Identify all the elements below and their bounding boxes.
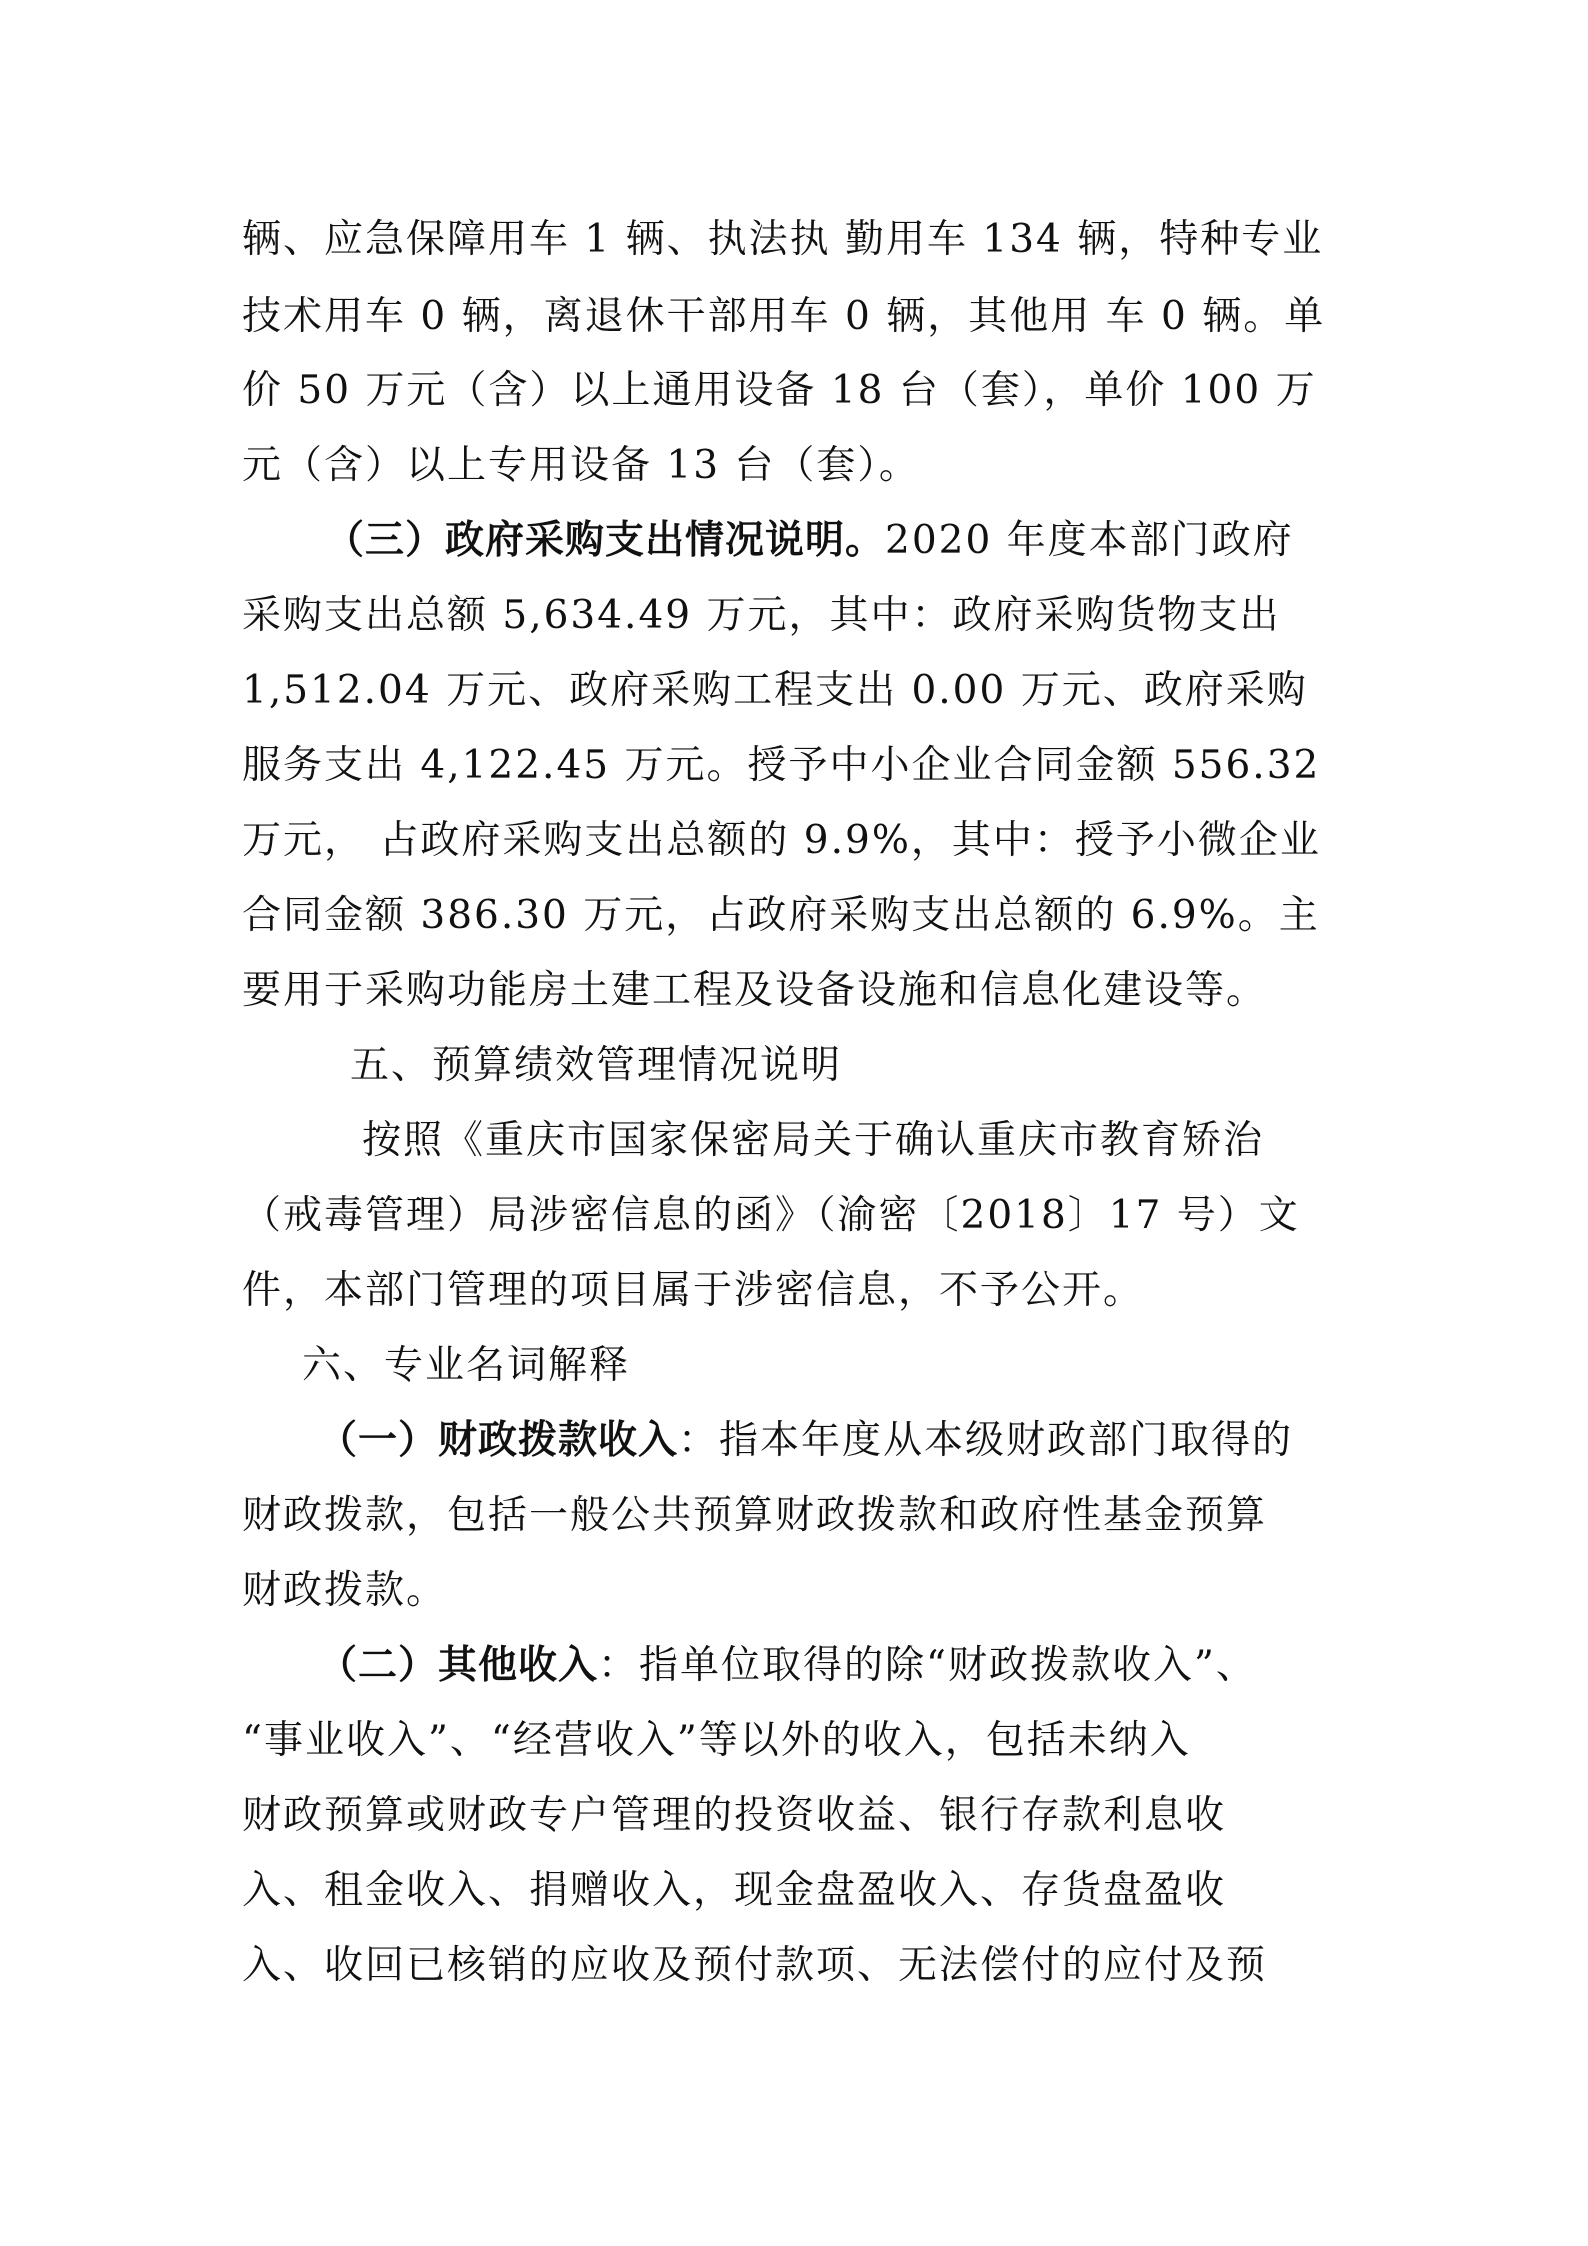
body-line: 辆、应急保障用车 1 辆、执法执 勤用车 134 辆，特种专业 bbox=[242, 217, 1324, 262]
section-heading: 五、预算绩效管理情况说明 bbox=[350, 1043, 843, 1088]
body-line: 入、收回已核销的应收及预付款项、无法偿付的应付及预 bbox=[242, 1943, 1268, 1988]
subsection-title: （三）政府采购支出情况说明。 bbox=[325, 518, 886, 563]
term-paragraph-start: （一）财政拨款收入：指本年度从本级财政部门取得的 bbox=[318, 1418, 1294, 1463]
term-title: （一）财政拨款收入 bbox=[318, 1418, 679, 1463]
body-line: 服务支出 4,122.45 万元。授予中小企业合同金额 556.32 bbox=[242, 743, 1321, 788]
body-line: （戒毒管理）局涉密信息的函》（渝密〔2018〕17 号）文 bbox=[242, 1193, 1300, 1238]
term-paragraph-start: （二）其他收入：指单位取得的除“财政拨款收入”、 bbox=[318, 1643, 1257, 1688]
body-line: 入、租金收入、捐赠收入，现金盘盈收入、存货盘盈收 bbox=[242, 1868, 1227, 1913]
body-line: 财政拨款。 bbox=[242, 1568, 448, 1613]
body-line: 财政预算或财政专户管理的投资收益、银行存款利息收 bbox=[242, 1793, 1227, 1838]
body-line: 元（含）以上专用设备 13 台（套）。 bbox=[242, 443, 920, 488]
body-line: 合同金额 386.30 万元，占政府采购支出总额的 6.9%。主 bbox=[242, 893, 1320, 938]
body-line: 财政拨款，包括一般公共预算财政拨款和政府性基金预算 bbox=[242, 1493, 1268, 1538]
body-line: 价 50 万元（含）以上通用设备 18 台（套），单价 100 万 bbox=[242, 368, 1317, 413]
body-line: 件，本部门管理的项目属于涉密信息，不予公开。 bbox=[242, 1268, 1145, 1313]
section-heading: 六、专业名词解释 bbox=[302, 1343, 631, 1388]
term-title: （二）其他收入 bbox=[318, 1643, 599, 1688]
body-line: “事业收入”、“经营收入”等以外的收入，包括未纳入 bbox=[242, 1718, 1191, 1763]
body-line: 采购支出总额 5,634.49 万元，其中：政府采购货物支出 bbox=[242, 593, 1281, 638]
body-line: 技术用车 0 辆，离退休干部用车 0 辆，其他用 车 0 辆。单 bbox=[242, 294, 1326, 339]
body-line: 1,512.04 万元、政府采购工程支出 0.00 万元、政府采购 bbox=[242, 668, 1308, 713]
body-line: 要用于采购功能房土建工程及设备设施和信息化建设等。 bbox=[242, 968, 1268, 1013]
subsection-paragraph-start: （三）政府采购支出情况说明。2020 年度本部门政府 bbox=[325, 518, 1294, 563]
body-line: 按照《重庆市国家保密局关于确认重庆市教育矫治 bbox=[362, 1118, 1265, 1163]
body-line: 万元， 占政府采购支出总额的 9.9%，其中：授予小微企业 bbox=[242, 818, 1321, 863]
